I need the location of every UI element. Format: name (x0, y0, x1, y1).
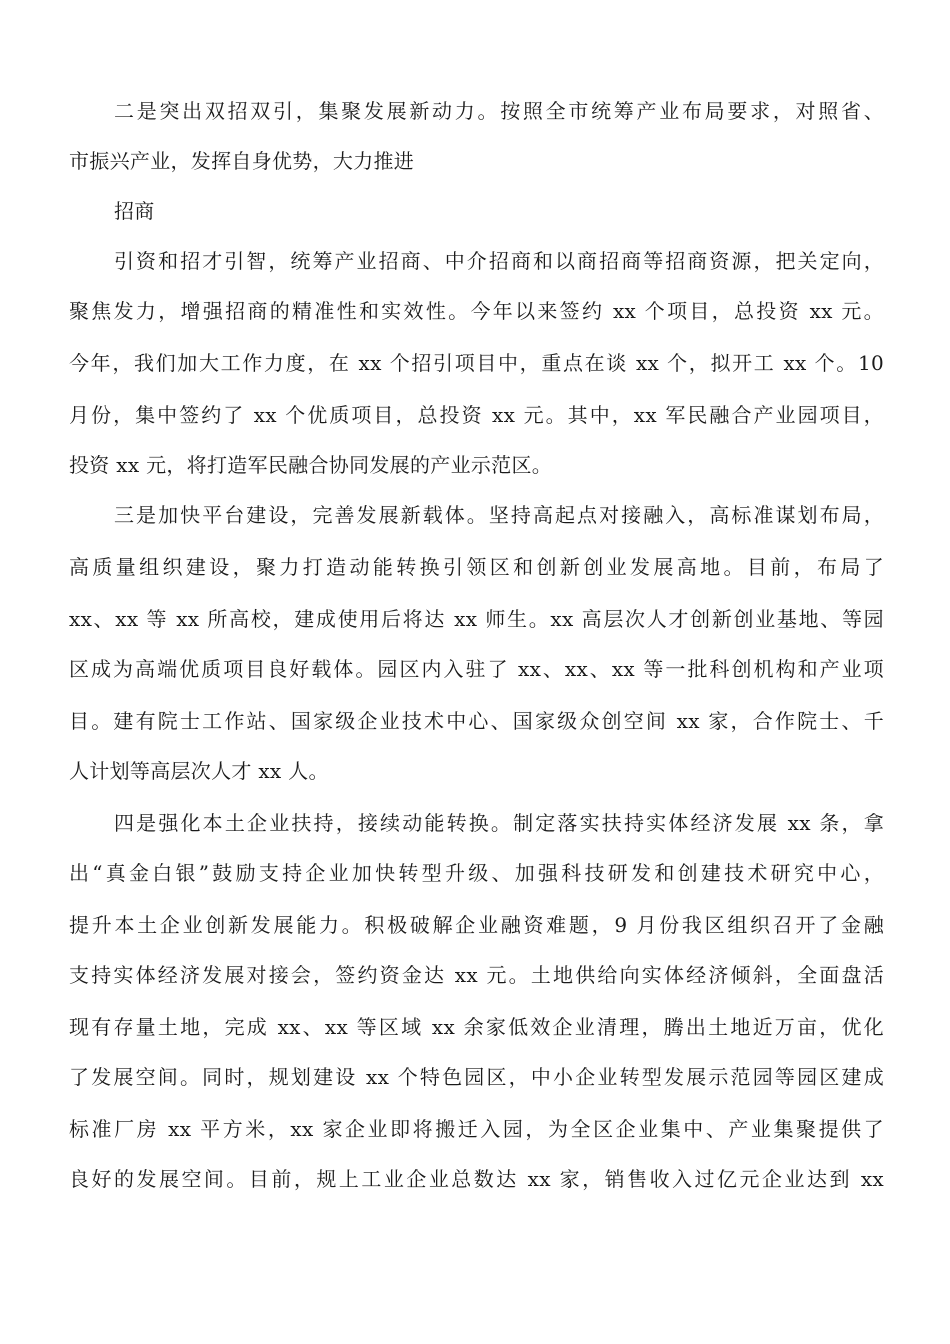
paragraph-line: 今年，我们加大工作力度，在 xx 个招引项目中，重点在谈 xx 个，拟开工 xx 个。10 (69, 351, 884, 375)
paragraph-line: 了发展空间。同时，规划建设 xx 个特色园区，中小企业转型发展示范园等园区建成 (69, 1065, 884, 1089)
paragraph-line: 市振兴产业，发挥自身优势，大力推进 (69, 149, 415, 173)
paragraph-line: 区成为高端优质项目良好载体。园区内入驻了 xx、xx、xx 等一批科创机构和产业项 (69, 657, 884, 681)
paragraph-line: 聚焦发力，增强招商的精准性和实效性。今年以来签约 xx 个项目，总投资 xx 元。 (69, 299, 884, 323)
paragraph-line: 高质量组织建设，聚力打造动能转换引领区和创新创业发展高地。目前，布局了 (69, 555, 884, 579)
paragraph-line: 目。建有院士工作站、国家级企业技术中心、国家级众创空间 xx 家，合作院士、千 (69, 709, 884, 733)
paragraph-line: 良好的发展空间。目前，规上工业企业总数达 xx 家，销售收入过亿元企业达到 xx (69, 1167, 884, 1191)
paragraph-line: 招商 (114, 199, 155, 223)
paragraph-line: xx、xx 等 xx 所高校，建成使用后将达 xx 师生。xx 高层次人才创新创业基地、等园 (69, 607, 884, 631)
paragraph-line: 现有存量土地，完成 xx、xx 等区域 xx 余家低效企业清理，腾出土地近万亩，优化 (69, 1015, 884, 1039)
paragraph-line: 人计划等高层次人才 xx 人。 (69, 759, 329, 783)
paragraph-line: 引资和招才引智，统筹产业招商、中介招商和以商招商等招商资源，把关定向， (114, 249, 884, 273)
paragraph-line: 二是突出双招双引，集聚发展新动力。按照全市统筹产业布局要求，对照省、 (114, 99, 884, 123)
paragraph-line: 投资 xx 元，将打造军民融合协同发展的产业示范区。 (69, 453, 553, 477)
paragraph-line: 四是强化本土企业扶持，接续动能转换。制定落实扶持实体经济发展 xx 条，拿 (114, 811, 884, 835)
paragraph-line: 出“真金白银”鼓励支持企业加快转型升级、加强科技研发和创建技术研究中心， (69, 861, 884, 885)
paragraph-line: 月份，集中签约了 xx 个优质项目，总投资 xx 元。其中，xx 军民融合产业园项目， (69, 403, 884, 427)
paragraph-line: 三是加快平台建设，完善发展新载体。坚持高起点对接融入，高标准谋划布局， (114, 503, 884, 527)
paragraph-line: 标准厂房 xx 平方米，xx 家企业即将搬迁入园，为全区企业集中、产业集聚提供了 (69, 1117, 884, 1141)
paragraph-line: 提升本土企业创新发展能力。积极破解企业融资难题，9 月份我区组织召开了金融 (69, 913, 884, 937)
paragraph-line: 支持实体经济发展对接会，签约资金达 xx 元。土地供给向实体经济倾斜，全面盘活 (69, 963, 884, 987)
